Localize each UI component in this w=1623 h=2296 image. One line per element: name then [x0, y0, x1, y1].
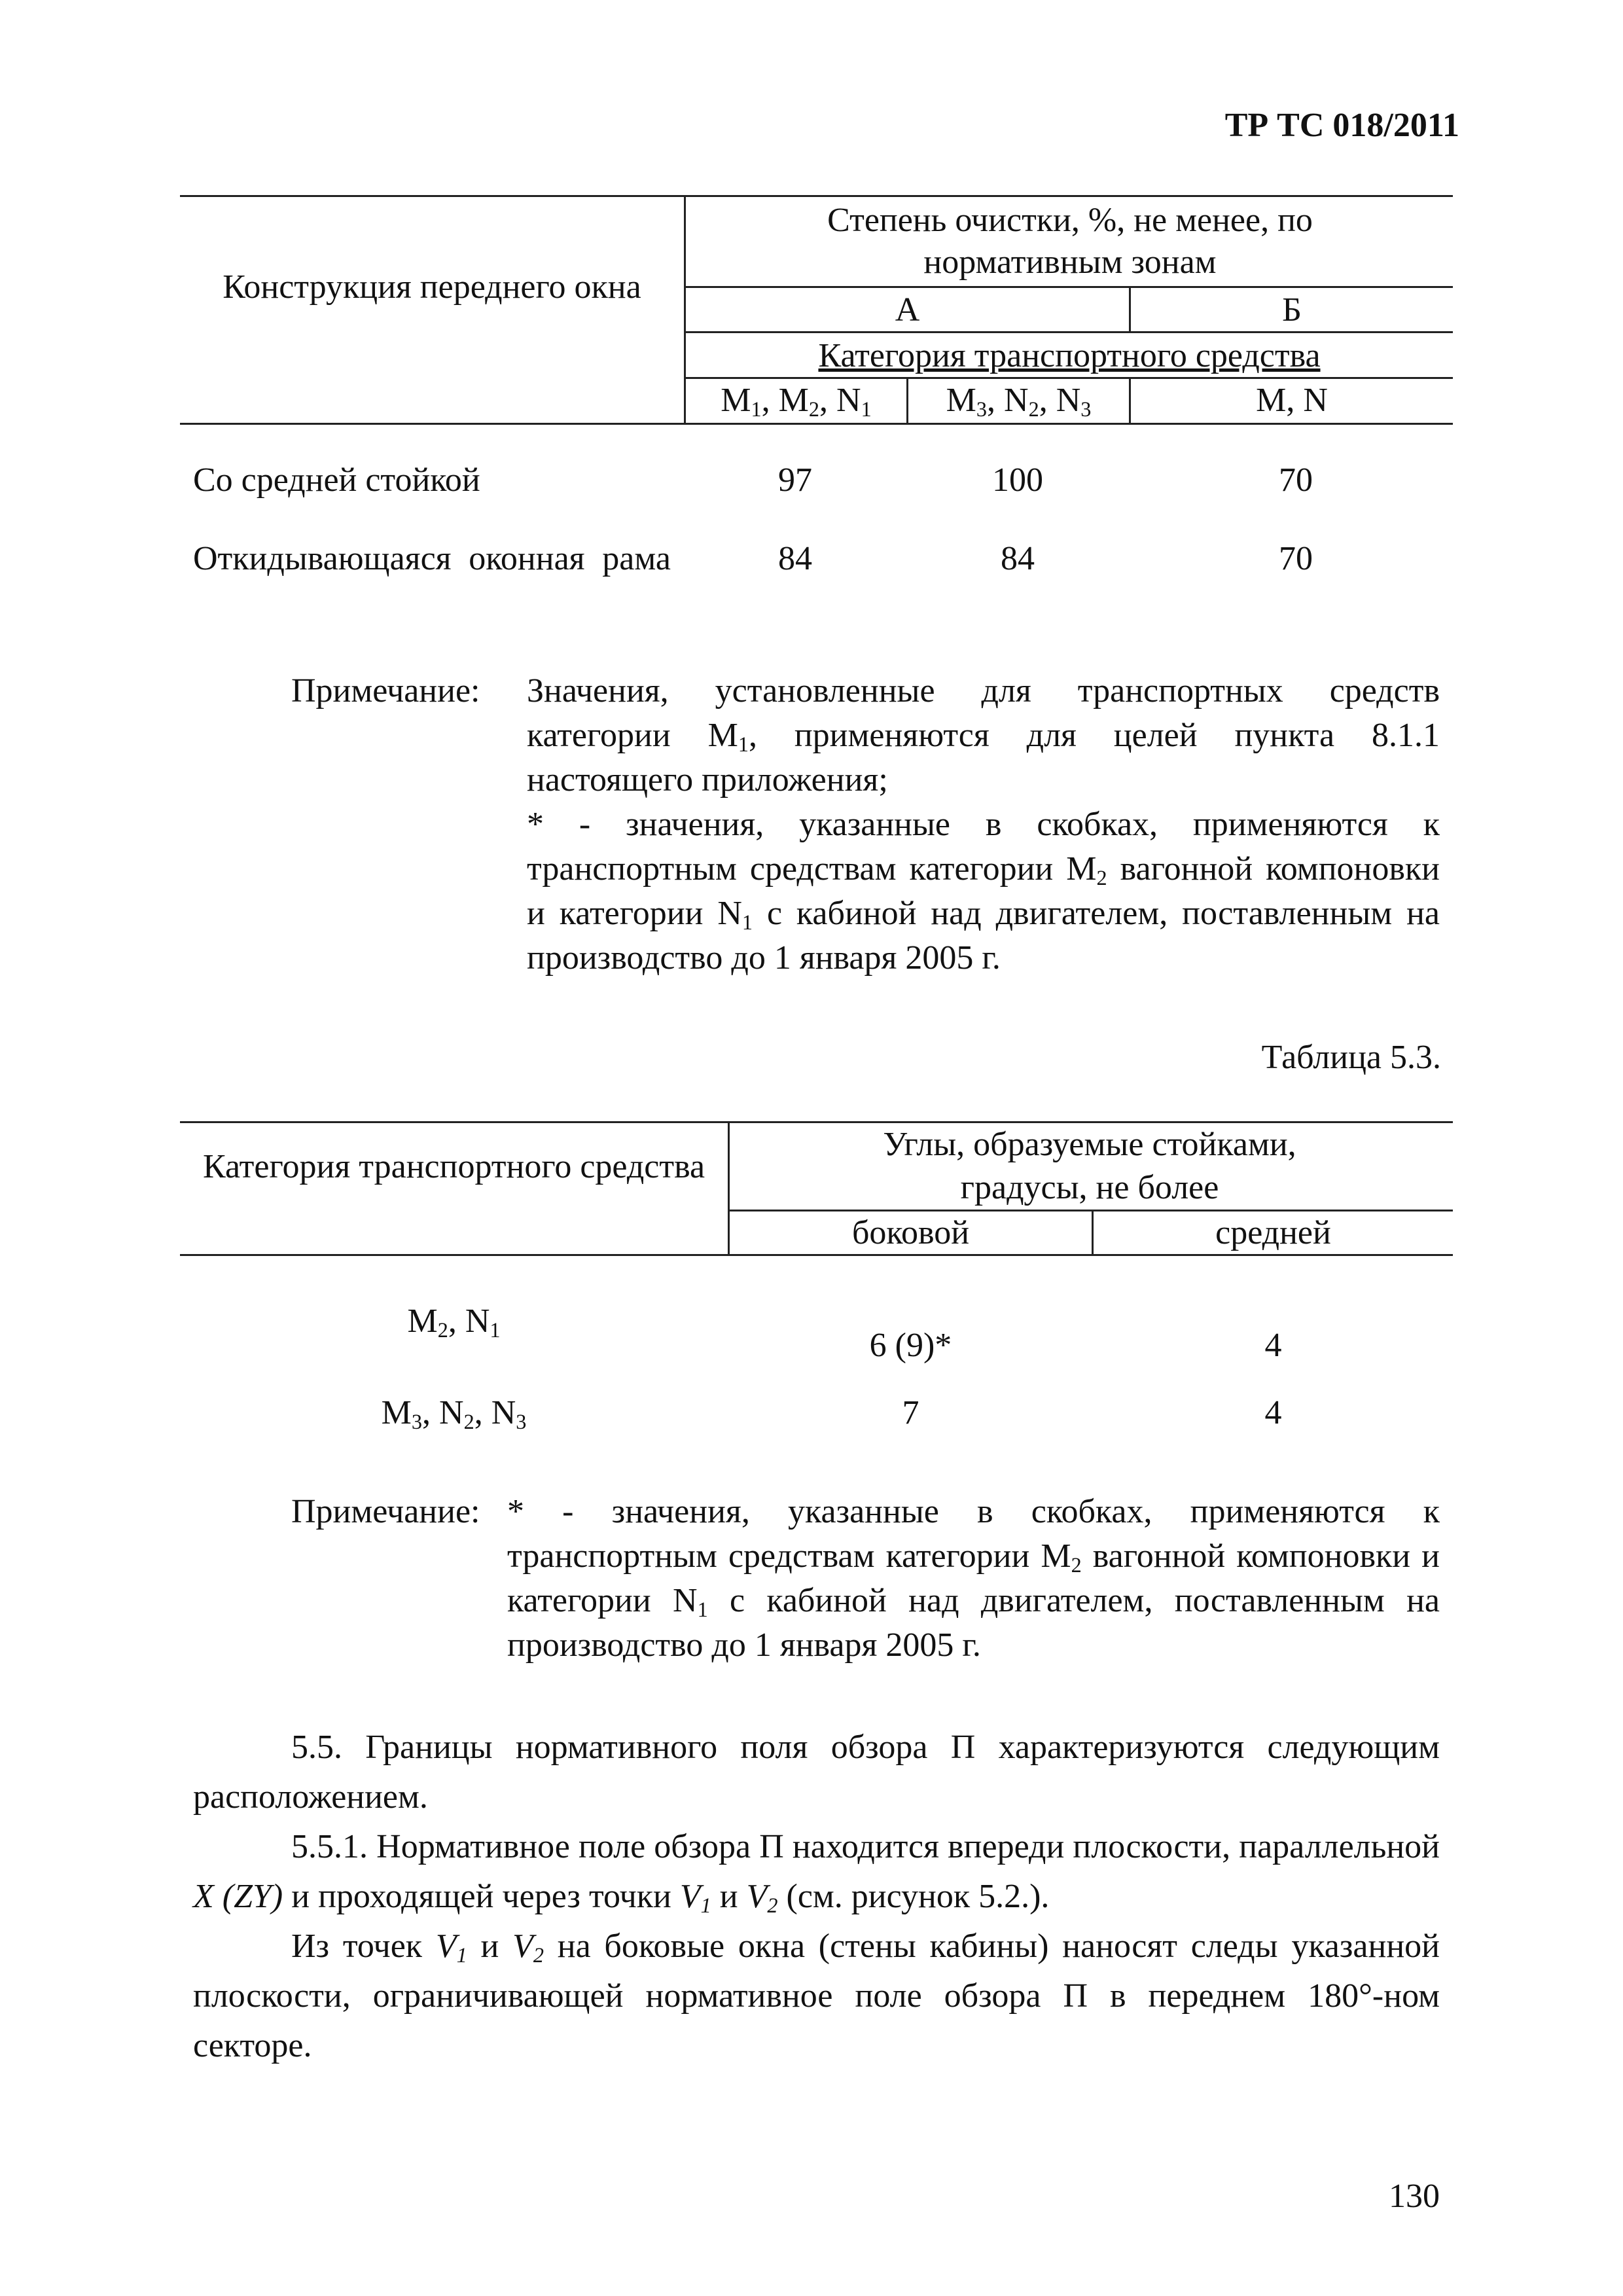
table-subheader: боковой [851, 1214, 970, 1251]
table-subheader: $M_3$, $N_2$, $N_3$ [946, 382, 1092, 422]
table-cell: 7 [902, 1394, 919, 1431]
table-row-label: $M_2$, $N_1$ [407, 1302, 501, 1342]
note-text: * - значения, указанные в скобках, применяются к транспортным средствам категории $M_2$ вагонной компоновки и категории $N_1$ с кабиной над двигателем, поставленным на производство до 1 января 2005 г. [527, 806, 1440, 977]
table-cell: 84 [778, 540, 812, 577]
table-cell: 97 [778, 461, 812, 499]
table-subheader: средней [1215, 1214, 1331, 1251]
table-subheader: $M_1$, $M_2$, $N_1$ [721, 382, 872, 422]
table-cell: 70 [1279, 540, 1313, 577]
table-row-label: Со средней стойкой [193, 461, 480, 499]
paragraph: 5.5.1. Нормативное поле обзора П находится впереди плоскости, параллельной X (ZY) и проходящей через точки $V_1$ и $V_2$ (см. рисунок 5.2.). [193, 1828, 1440, 1918]
table-cell: 4 [1264, 1394, 1282, 1431]
table-header-zone-b: Б [1282, 291, 1302, 329]
table-cell: 100 [992, 461, 1043, 499]
paragraph: 5.5. Границы нормативного поля обзора П характеризуются следующим расположением. [193, 1729, 1440, 1816]
table-header-zone-a: А [895, 291, 920, 329]
table-caption: Таблица 5.3. [1261, 1039, 1441, 1076]
table-header-angles: Углы, образуемые стойками, градусы, не более [883, 1126, 1296, 1206]
table-row-label: $M_3$, $N_2$, $N_3$ [381, 1394, 527, 1434]
page-number: 130 [1389, 2178, 1440, 2215]
table-header-category: Категория транспортного средства [818, 337, 1321, 374]
note-label: Примечание: [291, 1493, 480, 1530]
table-cell: 4 [1264, 1327, 1282, 1364]
table-header-category: Категория транспортного средства [202, 1148, 705, 1185]
document-code: ТР ТС 018/2011 [1224, 107, 1459, 144]
table-cell: 84 [1001, 540, 1035, 577]
table-header-degree: Степень очистки, %, не менее, по нормативным зонам [827, 202, 1313, 281]
table-row-label: Откидывающаяся оконная рама [193, 540, 671, 577]
table-header-construction: Конструкция переднего окна [223, 268, 641, 306]
table-cell: 70 [1279, 461, 1313, 499]
paragraph: Из точек $V_1$ и $V_2$ на боковые окна (стены кабины) наносят следы указанной плоскости, ограничивающей нормативное поле обзора П в переднем 180°-ном секторе. [193, 1928, 1440, 2064]
note-text: Значения, установленные для транспортных средств категории $M_1$, применяются для целей пункта 8.1.1 настоящего приложения; [527, 672, 1440, 798]
note-label: Примечание: [291, 672, 480, 709]
note-text: * - значения, указанные в скобках, применяются к транспортным средствам категории $M_2$ вагонной компоновки и категории $N_1$ с кабиной над двигателем, поставленным на производство до 1 января 2005 г. [507, 1493, 1440, 1664]
table-subheader: M, N [1256, 382, 1328, 419]
table-cell: 6 (9)* [869, 1327, 952, 1364]
